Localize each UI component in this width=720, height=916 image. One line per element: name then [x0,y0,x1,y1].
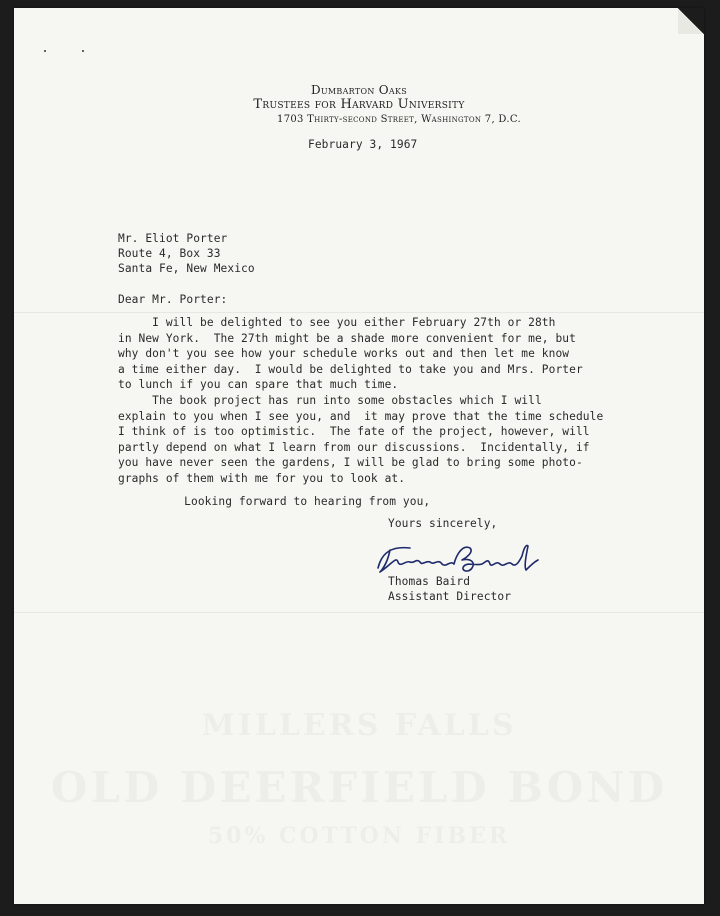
closing-line: Looking forward to hearing from you, [150,495,431,508]
paragraph-line: The book project has run into some obstacles which I will [118,394,542,407]
paragraph-line: I will be delighted to see you either February 27th or 28th [118,316,556,329]
paragraph-line: to lunch if you can spare that much time. [118,378,399,391]
recipient-address-line2: Santa Fe, New Mexico [118,262,255,275]
folded-corner [678,8,704,34]
paragraph-line: I think of is too optimistic. The fate of the project, however, will [118,425,590,438]
paper-speck [44,50,46,52]
letterhead-address: 1703 Thirty-second Street, Washington 7, D.C. [277,114,521,125]
letterhead-name: Dumbarton Oaks [310,83,408,97]
signer-name: Thomas Baird [388,575,471,588]
watermark-line1 [14,708,704,743]
recipient-name: Mr. Eliot Porter [118,232,228,245]
paragraph-line: explain to you when I see you, and it may prove that the time schedule [118,410,604,423]
letter-page [14,8,704,904]
paragraph-line: partly depend on what I learn from our discussions. Incidentally, if [118,441,590,454]
fold-line [14,312,704,313]
paragraph-line: in New York. The 27th might be a shade more convenient for me, but [118,332,576,345]
watermark-line3 [14,823,704,849]
paragraph-line: a time either day. I would be delighted to take you and Mrs. Porter [118,363,583,376]
letter-date: February 3, 1967 [308,138,418,151]
signer-title: Assistant Director [388,590,512,603]
salutation: Dear Mr. Porter: [118,293,228,306]
recipient-address-line1: Route 4, Box 33 [118,247,221,260]
paragraph-line: graphs of them with me for you to look at. [118,472,406,485]
watermark-line2 [14,763,704,812]
paragraph-line: you have never seen the gardens, I will be glad to bring some photo- [118,456,583,469]
paragraph-line: why don't you see how your schedule works out and then let me know [118,347,570,360]
paper-speck [82,50,84,52]
fold-line [14,612,704,613]
letterhead-institution: Trustees for Harvard University [253,97,465,112]
complimentary-close: Yours sincerely, [388,517,498,530]
